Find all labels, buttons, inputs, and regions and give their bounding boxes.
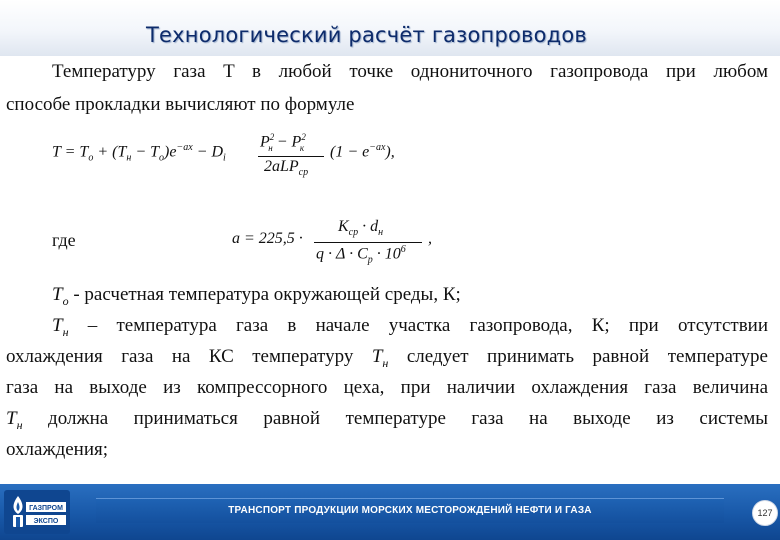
- title-band: [0, 0, 780, 56]
- def-Tn-line3: газа на выходе из компрессорного цеха, при наличии охлаждения газа величина: [6, 377, 768, 398]
- footer-banner: ТРАНСПОРТ ПРОДУКЦИИ МОРСКИХ МЕСТОРОЖДЕНИЙ НЕФТИ И ГАЗА: [96, 498, 724, 523]
- page-number: 127: [752, 500, 778, 526]
- formula-a: a = 225,5 · $K_{ср} \cdot d_н$ $q \cdot \Delta \cdot C_p \cdot 10^6$ ,: [232, 218, 432, 266]
- def-Tn-line2: охлаждения газа на КС температуру $T_н$ следует принимать равной температуре: [6, 346, 768, 370]
- where-label: где: [52, 230, 76, 250]
- gazprom-logo-icon: [4, 490, 70, 534]
- svg-text:ЭКСПО: ЭКСПО: [33, 518, 59, 525]
- def-To: $T_o$ - расчетная температура окружающей среды, К;: [52, 284, 461, 308]
- svg-text:ГАЗПРОМ: ГАЗПРОМ: [29, 505, 63, 512]
- def-Tn-line5: охлаждения;: [6, 439, 109, 460]
- intro-line-2: способе прокладки вычисляют по формуле: [6, 94, 355, 115]
- slide-title: Технологический расчёт газопроводов: [146, 23, 588, 47]
- intro-line-1: Температуру газа T в любой точке однониточного газопровода при любом: [52, 61, 768, 82]
- def-Tn-line4: $T_н$ должна приниматься равной температуре газа на выходе из системы: [6, 408, 768, 432]
- formula-temperature: $T = T_o + (T_н - T_o)e^{-ax} - D_i$ $P^2_н - P^2_к$ 2aLP$_{ср}$ $(1 - e^{-ax})$,: [52, 132, 395, 179]
- def-Tn-line1: $T_н$ – температура газа в начале участка газопровода, К; при отсутствии: [52, 315, 768, 339]
